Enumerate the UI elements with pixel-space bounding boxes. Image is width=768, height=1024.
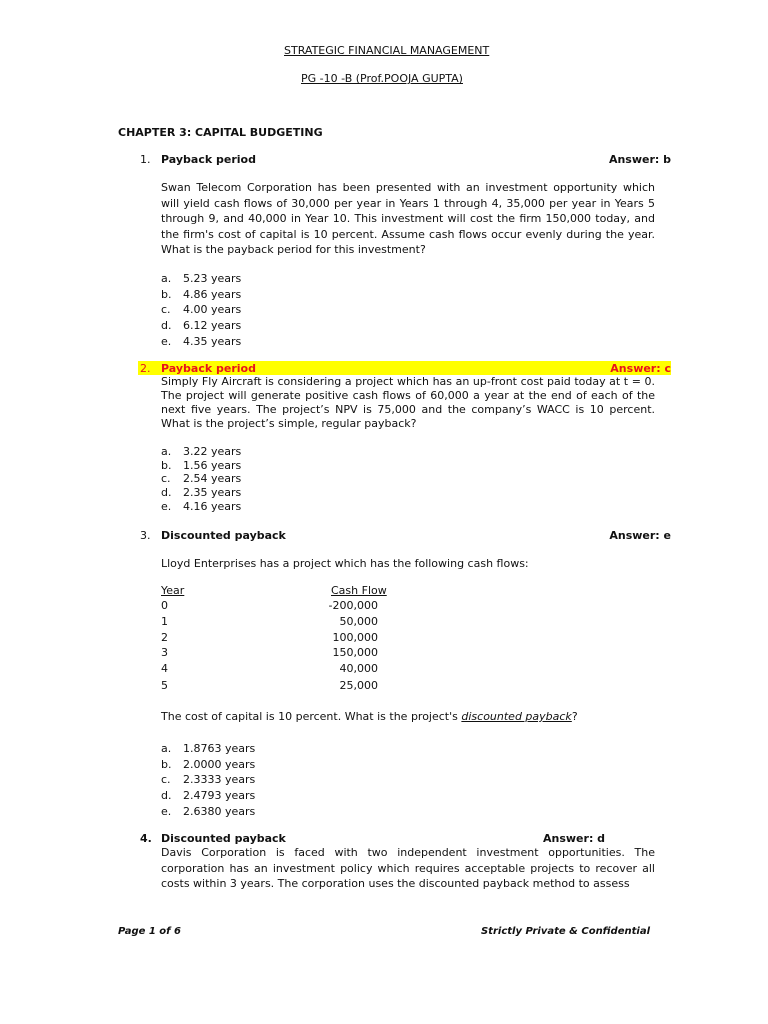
cashflow-year: 1: [161, 615, 168, 628]
question-1-option-a: a. 5.23 years: [161, 272, 242, 285]
question-3-option-c: c. 2.3333 years: [161, 773, 256, 786]
page-number: Page 1 of 6: [118, 926, 181, 937]
question-4-topic: Discounted payback: [161, 832, 286, 845]
question-4-number: 4.: [140, 832, 152, 845]
question-4-text: Davis Corporation is faced with two independent investment opportunities. The corporation has an investment policy which requires acceptable projects to recover all costs within 3 years. The corporation uses the discounted payback method to assess: [161, 846, 655, 890]
question-3-option-a: a. 1.8763 years: [161, 742, 256, 755]
question-3-answer: Answer: e: [609, 529, 671, 542]
question-1-option-e: e. 4.35 years: [161, 335, 242, 348]
cashflow-year: 0: [161, 599, 168, 612]
cashflow-value: 25,000: [339, 679, 378, 692]
question-2-answer: Answer: c: [610, 362, 671, 375]
question-2-number: 2.: [140, 362, 151, 375]
question-2-option-c: c. 2.54 years: [161, 472, 242, 485]
cashflow-value: 40,000: [339, 662, 378, 675]
cashflow-year: 3: [161, 646, 168, 659]
question-4-answer: Answer: d: [543, 832, 606, 845]
question-3-topic: Discounted payback: [161, 529, 286, 542]
document-subtitle: PG -10 -B (Prof.POOJA GUPTA): [301, 72, 463, 85]
document-title: STRATEGIC FINANCIAL MANAGEMENT: [284, 44, 490, 57]
cashflow-value: 150,000: [332, 646, 378, 659]
question-3-number: 3.: [140, 529, 151, 542]
cashflow-value: -200,000: [328, 599, 378, 612]
question-1-option-c: c. 4.00 years: [161, 303, 242, 316]
question-1-number: 1.: [140, 153, 151, 166]
question-2-option-e: e. 4.16 years: [161, 500, 242, 513]
confidential-notice: Strictly Private & Confidential: [480, 926, 650, 937]
cashflow-year: 5: [161, 679, 168, 692]
question-2-text: Simply Fly Aircraft is considering a project which has an up-front cost paid today at t = 0. The project will generate positive cash flows of 60,000 a year at the end of each of the next five years. The project’s NPV is 75,000 and the company’s WACC is 10 percent. What is the project’s simple, regular payback?: [161, 375, 655, 430]
question-1-answer: Answer: b: [608, 153, 671, 166]
question-2-option-b: b. 1.56 years: [161, 459, 242, 472]
cashflow-value: 100,000: [332, 631, 378, 644]
question-3-option-d: d. 2.4793 years: [161, 789, 256, 802]
question-3-option-e: e. 2.6380 years: [161, 805, 256, 818]
question-1-text: Swan Telecom Corporation has been presented with an investment opportunity which will yield cash flows of 30,000 per year in Years 1 through 4, 35,000 per year in Years 5 through 9, and 40,000 in Year 10. This investment will cost the firm 150,000 today, and the firm's cost of capital is 10 percent. Assume cash flows occur evenly during the year. What is the payback period for this investment?: [161, 181, 655, 256]
question-2-topic: Payback period: [161, 362, 256, 375]
cashflow-header-cashflow: Cash Flow: [331, 584, 387, 597]
question-2-option-d: d. 2.35 years: [161, 486, 242, 499]
cashflow-year: 2: [161, 631, 168, 644]
question-1-topic: Payback period: [161, 153, 256, 166]
cashflow-year: 4: [161, 662, 168, 675]
question-3-intro: Lloyd Enterprises has a project which has the following cash flows:: [161, 557, 529, 570]
cashflow-header-year: Year: [161, 584, 185, 597]
question-2-option-a: a. 3.22 years: [161, 445, 242, 458]
cashflow-value: 50,000: [339, 615, 378, 628]
question-3-option-b: b. 2.0000 years: [161, 758, 256, 771]
question-1-option-b: b. 4.86 years: [161, 288, 242, 301]
question-1-option-d: d. 6.12 years: [161, 319, 242, 332]
question-3-text: The cost of capital is 10 percent. What is the project's discounted payback?: [161, 710, 578, 723]
chapter-heading: CHAPTER 3: CAPITAL BUDGETING: [118, 126, 323, 139]
